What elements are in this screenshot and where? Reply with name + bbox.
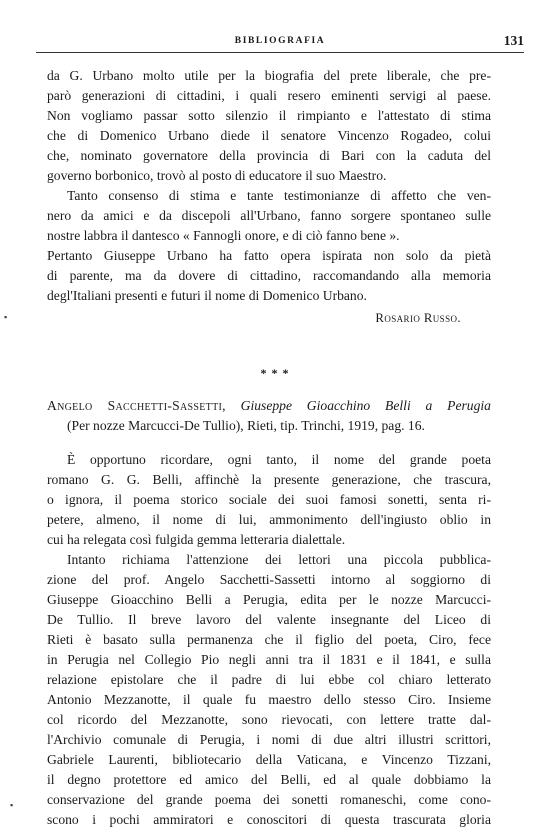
text-line: relazione epistolare che il padre di lui ebbe col chiaro letterato [47, 672, 491, 687]
text-line: che, nominato governatore della provincia di Bari con la caduta del [47, 148, 491, 163]
text-line: col ricordo del Mezzanotte, sono rievocati, con lettere tratte dal- [47, 712, 491, 727]
text-line: De Tullio. Il breve lavoro del valente insegnante del Liceo di [47, 612, 491, 627]
text-line: Rieti è basato sulla permanenza che il figlio del poeta, Ciro, fece [47, 632, 491, 647]
text-line: Pertanto Giuseppe Urbano ha fatto opera ispirata non solo da pietà [47, 248, 491, 263]
text-line: petere, almeno, il nome di lui, ammonimento dell'ingiusto oblio in [47, 512, 491, 527]
margin-speck: ▪ [10, 800, 14, 810]
text-line: governo borbonico, trovò al posto di educatore il suo Maestro. [47, 168, 387, 183]
text-line: Tanto consenso di stima e tante testimonianze di affetto che ven- [67, 188, 491, 203]
text-line: degl'Italiani presenti e futuri il nome di Domenico Urbano. [47, 288, 367, 303]
text-line: Gabriele Laurenti, bibliotecario della Vaticana, e Vincenzo Tizzani, [47, 752, 491, 767]
review-urbano-text [47, 67, 491, 307]
text-line: l'Archivio comunale di Perugia, i nomi di due altri illustri scrittori, [47, 732, 491, 747]
text-line: Antonio Mezzanotte, il quale fu maestro dello stesso Ciro. Insieme [47, 692, 491, 707]
text-line: di parente, ma da dovere di cittadino, raccomandando alla memoria [47, 268, 491, 283]
text-line: in Perugia nel Collegio Pio negli anni tra il 1831 e il 1841, e sulla [47, 652, 491, 667]
text-line: nostre labbra il dantesco « Fannogli onore, e di ciò fanno bene ». [47, 228, 400, 243]
review-belli-text [47, 451, 491, 827]
page-number: 131 [503, 33, 524, 48]
text-line: romano G. G. Belli, affinchè la presente generazione, che trascura, [47, 472, 491, 487]
text-line: conservazione del grande poema dei sonetti romaneschi, come cono- [47, 792, 491, 807]
section-divider: * * * [260, 366, 290, 380]
citation-title: Giuseppe Gioacchino Belli a Perugia [240, 398, 491, 413]
text-line: Intanto richiama l'attenzione dei lettori una piccola pubblica- [67, 552, 491, 567]
citation-author: Angelo Sacchetti-Sassetti, [47, 398, 226, 413]
text-line: Giuseppe Gioacchino Belli a Perugia, edita per le nozze Marcucci- [47, 592, 491, 607]
text-line: scono i pochi ammiratori e conoscitori di questa trascurata gloria [47, 812, 491, 827]
citation [47, 397, 491, 437]
text-line: da G. Urbano molto utile per la biografia del prete liberale, che pre- [47, 68, 491, 83]
text-line: È opportuno ricordare, ogni tanto, il nome del grande poeta [67, 452, 491, 467]
margin-speck: ▪ [4, 312, 8, 322]
running-title: BIBLIOGRAFIA [234, 36, 326, 46]
review-signature: Rosario Russo. [375, 311, 461, 325]
text-line: parò generazioni di cittadini, i quali resero eminenti servigi al paese. [47, 88, 491, 103]
text-line: nero da amici e da discepoli all'Urbano, fanno sorgere spontaneo sulle [47, 208, 491, 223]
citation-line-2: (Per nozze Marcucci-De Tullio), Rieti, tip. Trinchi, 1919, pag. 16. [67, 418, 425, 433]
text-line: cui ha relegata così fulgida gemma letteraria dialettale. [47, 532, 346, 547]
text-line: che di Domenico Urbano diede il senatore Vincenzo Rogadeo, colui [47, 128, 491, 143]
citation-line-1 [47, 397, 491, 414]
running-header [36, 33, 524, 53]
text-line: zione del prof. Angelo Sacchetti-Sassetti intorno al soggiorno di [47, 572, 491, 587]
text-line: o ignora, il poema storico sociale dei suoi famosi sonetti, senta ri- [47, 492, 491, 507]
text-line: il degno protettore ed amico del Belli, ed al quale dobbiamo la [47, 772, 491, 787]
text-line: Non vogliamo passar sotto silenzio il rimpianto e l'attestato di stima [47, 108, 491, 123]
